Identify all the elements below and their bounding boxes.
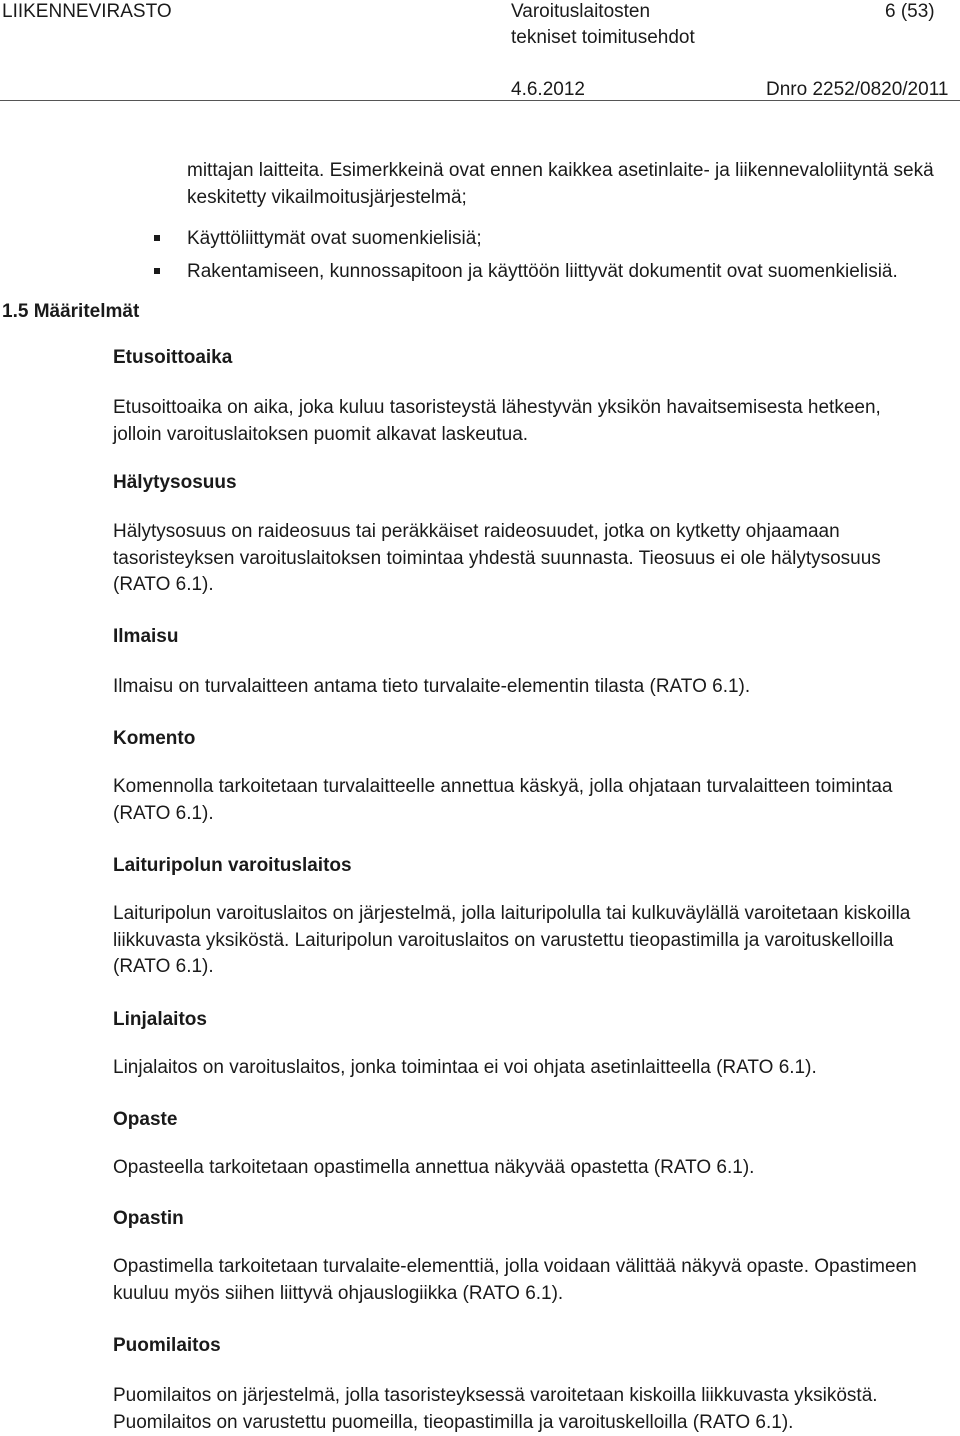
definition-term: Linjalaitos	[113, 1009, 207, 1030]
definition-term: Puomilaitos	[113, 1335, 221, 1356]
definition-text: Komennolla tarkoitetaan turvalaitteelle annettua käskyä, jolla ohjataan turvalaitteen toimintaa (RATO 6.1).	[113, 776, 893, 824]
definition-text: Laituripolun varoituslaitos on järjestelmä, jolla laituripolulla tai kulkuväylällä varoitetaan kiskoilla liikkuvasta yksiköstä. Laituripolun varoituslaitos on varustettu tieopastimilla ja varoituskelloilla (RATO 6.1).	[113, 903, 911, 977]
definition-term: Etusoittoaika	[113, 347, 233, 368]
definition-term: Hälytysosuus	[113, 472, 237, 493]
header-rule	[0, 100, 960, 101]
definition-text: Ilmaisu on turvalaitteen antama tieto turvalaite-elementin tilasta (RATO 6.1).	[113, 676, 751, 697]
page-number: 6 (53)	[885, 1, 935, 22]
definition-text: Hälytysosuus on raideosuus tai peräkkäiset raideosuudet, jotka on kytketty ohjaamaan tasoristeyksen varoituslaitoksen toimintaa yhdestä suunnasta. Tieosuus ei ole hälytysosuus (RATO 6.1).	[113, 521, 881, 595]
bullet-marker	[154, 235, 160, 241]
definition-text: Linjalaitos on varoituslaitos, jonka toimintaa ei voi ohjata asetinlaitteella (RATO 6.1).	[113, 1057, 817, 1078]
definition-term: Opaste	[113, 1109, 178, 1130]
document-title-line-1: Varoituslaitosten	[511, 1, 651, 22]
bullet-item: Rakentamiseen, kunnossapitoon ja käyttöön liittyvät dokumentit ovat suomenkielisiä.	[187, 261, 898, 282]
bullet-marker	[154, 268, 160, 274]
definition-term: Laituripolun varoituslaitos	[113, 855, 352, 876]
definition-text: Opastimella tarkoitetaan turvalaite-elementtiä, jolla voidaan välittää näkyvä opaste. Opastimeen kuuluu myös siihen liittyvä ohjauslogiikka (RATO 6.1).	[113, 1256, 917, 1304]
definition-text: Etusoittoaika on aika, joka kuluu tasoristeystä lähestyvän yksikön havaitsemisesta hetkeen, jolloin varoituslaitoksen puomit alkavat laskeutua.	[113, 397, 881, 445]
section-heading: 1.5 Määritelmät	[2, 301, 140, 322]
intro-paragraph: mittajan laitteita. Esimerkkeinä ovat ennen kaikkea asetinlaite- ja liikennevaloliityntä sekä keskitetty vikailmoitusjärjestelmä;	[187, 160, 934, 208]
definition-term: Komento	[113, 728, 196, 749]
definition-text: Puomilaitos on järjestelmä, jolla tasoristeyksessä varoitetaan kiskoilla liikkuvasta yksiköstä. Puomilaitos on varustettu puomeilla, tieopastimilla ja varoituskelloilla (RATO 6.1).	[113, 1385, 878, 1433]
definition-term: Opastin	[113, 1208, 184, 1229]
organization-name: LIIKENNEVIRASTO	[2, 1, 172, 22]
bullet-item: Käyttöliittymät ovat suomenkielisiä;	[187, 228, 482, 249]
definition-term: Ilmaisu	[113, 626, 179, 647]
document-title-line-2: tekniset toimitusehdot	[511, 27, 695, 48]
document-dnro: Dnro 2252/0820/2011	[766, 79, 949, 100]
document-date: 4.6.2012	[511, 79, 585, 100]
definition-text: Opasteella tarkoitetaan opastimella annettua näkyvää opastetta (RATO 6.1).	[113, 1157, 755, 1178]
